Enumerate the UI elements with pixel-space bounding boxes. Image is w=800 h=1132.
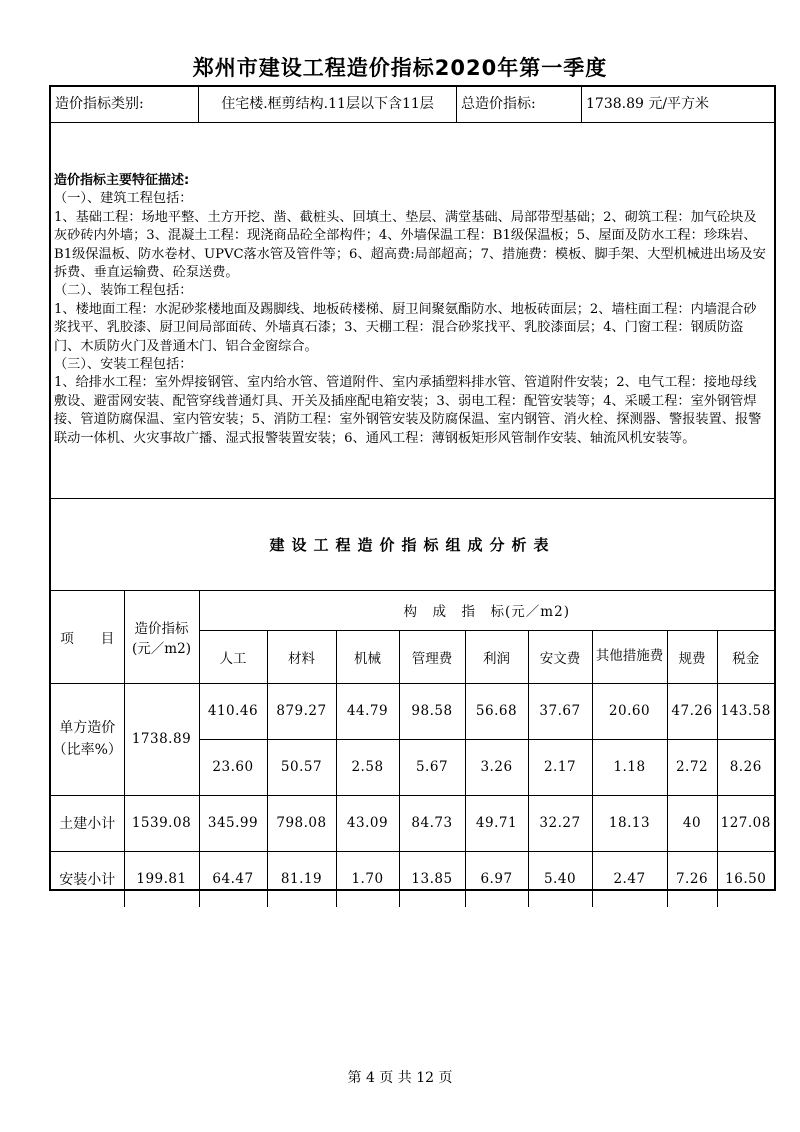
price-index-sheet bbox=[49, 85, 776, 891]
feature-description bbox=[51, 122, 774, 499]
cell-value: 49.71 bbox=[465, 795, 528, 851]
category-label: 造价指标类别: bbox=[51, 87, 199, 122]
column-header: 材料 bbox=[267, 630, 336, 683]
column-header: 税金 bbox=[717, 630, 774, 683]
document-title: 郑州市建设工程造价指标2020年第一季度 bbox=[192, 56, 608, 80]
column-header: 规费 bbox=[667, 630, 717, 683]
composition-table bbox=[51, 591, 774, 907]
item-column-header: 项 目 bbox=[51, 591, 124, 683]
total-label: 总造价指标: bbox=[457, 87, 582, 122]
row-index-value: 1539.08 bbox=[124, 795, 199, 851]
cell-value: 410.46 bbox=[199, 683, 267, 739]
description-paragraph: 1、基础工程：场地平整、土方开挖、凿、截桩头、回填土、垫层、满堂基础、局部带型基础；2、砌筑工程：加气砼块及灰砂砖内外墙；3、混凝土工程：现浇商品砼全部构件；4、外墙保温工程：B1级保温板；5、屋面及防水工程：珍珠岩、B1级保温板、防水卷材、UPVC落水管及管件等；6、超高费:局部超高；7、措施费：模板、脚手架、大型机械进出场及安拆费、垂直运输费、砼泵送费。 bbox=[54, 209, 766, 281]
cell-ratio: 50.57 bbox=[267, 739, 336, 795]
cell-value: 40 bbox=[667, 795, 717, 851]
cell-value: 879.27 bbox=[267, 683, 336, 739]
description-paragraph: 1、给排水工程：室外焊接钢管、室内给水管、管道附件、室内承插塑料排水管、管道附件安装；2、电气工程：接地母线敷设、避雷网安装、配管穿线普通灯具、开关及插座配电箱安装；3、弱电工程：配管安装等；4、采暖工程：室外钢管焊接、管道防腐保温、室内管安装；5、消防工程：室外钢管安装及防腐保温、室内钢管、消火栓、探测器、警报装置、报警联动一体机、火灾事故广播、湿式报警装置安装；6、通风工程：薄钢板矩形风管制作安装、轴流风机安装等。 bbox=[54, 375, 762, 446]
cell-ratio: 8.26 bbox=[717, 739, 774, 795]
row-label-unit-cost: 单方造价（比率%） bbox=[51, 683, 124, 795]
cell-value: 7.26 bbox=[667, 851, 717, 907]
index-column-header: 造价指标(元／m2) bbox=[124, 591, 199, 683]
cell-value: 20.60 bbox=[592, 683, 667, 739]
cell-value: 32.27 bbox=[528, 795, 592, 851]
cell-value: 13.85 bbox=[399, 851, 465, 907]
row-index-value: 199.81 bbox=[124, 851, 199, 907]
column-header: 人工 bbox=[199, 630, 267, 683]
cell-ratio: 1.18 bbox=[592, 739, 667, 795]
cell-ratio: 2.17 bbox=[528, 739, 592, 795]
cell-value: 56.68 bbox=[465, 683, 528, 739]
cell-value: 2.47 bbox=[592, 851, 667, 907]
column-header: 利润 bbox=[465, 630, 528, 683]
cell-value: 64.47 bbox=[199, 851, 267, 907]
cell-value: 5.40 bbox=[528, 851, 592, 907]
column-header: 安文费 bbox=[528, 630, 592, 683]
cell-value: 16.50 bbox=[717, 851, 774, 907]
row-index-value: 1738.89 bbox=[124, 683, 199, 795]
description-paragraph: （二）、装饰工程包括： bbox=[54, 283, 193, 299]
cell-value: 43.09 bbox=[336, 795, 399, 851]
cell-value: 143.58 bbox=[717, 683, 774, 739]
cell-ratio: 2.58 bbox=[336, 739, 399, 795]
row-label-install-subtotal: 安装小计 bbox=[51, 851, 124, 907]
page-footer: 第 4 页 共 12 页 bbox=[347, 1070, 453, 1086]
cell-ratio: 3.26 bbox=[465, 739, 528, 795]
cell-value: 6.97 bbox=[465, 851, 528, 907]
cell-value: 98.58 bbox=[399, 683, 465, 739]
cell-ratio: 5.67 bbox=[399, 739, 465, 795]
column-header: 其他措施费 bbox=[592, 630, 667, 683]
description-heading: 造价指标主要特征描述: bbox=[54, 173, 190, 188]
cell-ratio: 23.60 bbox=[199, 739, 267, 795]
row-label-civil-subtotal: 土建小计 bbox=[51, 795, 124, 851]
column-header: 机械 bbox=[336, 630, 399, 683]
description-paragraph: （三）、安装工程包括： bbox=[54, 357, 193, 373]
description-paragraph: 1、楼地面工程：水泥砂浆楼地面及踢脚线、地板砖楼梯、厨卫间聚氨酯防水、地板砖面层；2、墙柱面工程：内墙混合砂浆找平、乳胶漆、厨卫间局部面砖、外墙真石漆；3、天棚工程：混合砂浆找平、乳胶漆面层；4、门窗工程：钢质防盗门、木质防火门及普通木门、铝合金窗综合。 bbox=[54, 301, 757, 354]
description-paragraph: （一）、建筑工程包括： bbox=[54, 191, 193, 207]
cell-value: 84.73 bbox=[399, 795, 465, 851]
column-header: 管理费 bbox=[399, 630, 465, 683]
total-value: 1738.89 元/平方米 bbox=[586, 96, 710, 112]
cell-value: 81.19 bbox=[267, 851, 336, 907]
cell-value: 44.79 bbox=[336, 683, 399, 739]
cell-value: 1.70 bbox=[336, 851, 399, 907]
composition-group-header: 构 成 指 标(元／m2) bbox=[199, 591, 774, 630]
cell-value: 37.67 bbox=[528, 683, 592, 739]
summary-row bbox=[51, 87, 774, 123]
category-value: 住宅楼.框剪结构.11层以下含11层 bbox=[199, 87, 457, 122]
cell-value: 127.08 bbox=[717, 795, 774, 851]
cell-value: 47.26 bbox=[667, 683, 717, 739]
cell-value: 798.08 bbox=[267, 795, 336, 851]
analysis-table-title: 建设工程造价指标组成分析表 bbox=[51, 499, 774, 591]
cell-ratio: 2.72 bbox=[667, 739, 717, 795]
cell-value: 18.13 bbox=[592, 795, 667, 851]
cell-value: 345.99 bbox=[199, 795, 267, 851]
